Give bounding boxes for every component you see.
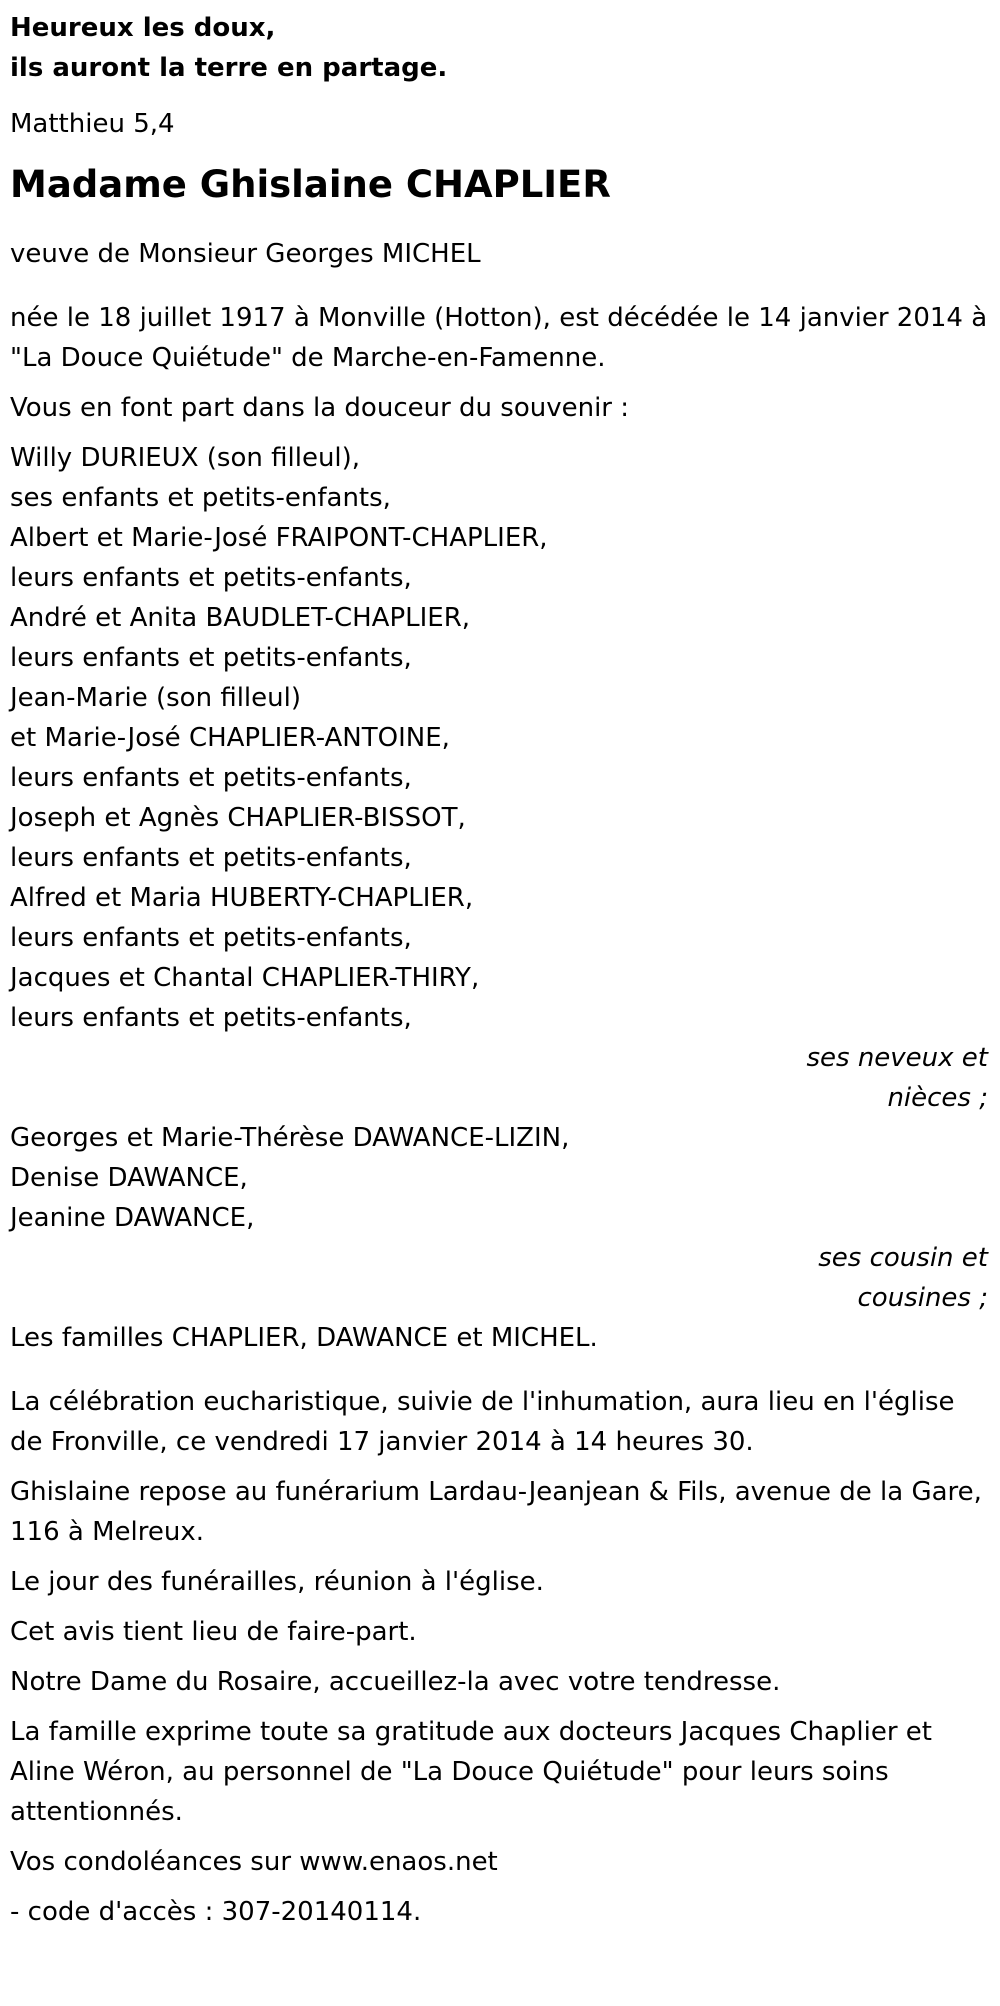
prayer-paragraph	[10, 1662, 990, 1702]
notice-line: Cet avis tient lieu de faire-part.	[10, 1617, 417, 1647]
funerarium-paragraph	[10, 1472, 990, 1552]
family-line: André et Anita BAUDLET-CHAPLIER,	[10, 603, 471, 633]
family-line: leurs enfants et petits-enfants,	[10, 923, 412, 953]
family-line: Jeanine DAWANCE,	[10, 1203, 255, 1233]
condolences-paragraph	[10, 1842, 990, 1882]
family-line: leurs enfants et petits-enfants,	[10, 763, 412, 793]
access-code-line: - code d'accès : 307-20140114.	[10, 1897, 422, 1927]
meeting-line: Le jour des funérailles, réunion à l'église.	[10, 1567, 544, 1597]
verse-line-1: Heureux les doux,	[10, 13, 276, 43]
intro-line: Vous en font part dans la douceur du souvenir :	[10, 393, 630, 423]
verse-line-2: ils auront la terre en partage.	[10, 53, 448, 83]
ceremony-line: La célébration eucharistique, suivie de l'inhumation, aura lieu en l'église	[10, 1387, 955, 1417]
birth-death-line: "La Douce Quiétude" de Marche-en-Famenne.	[10, 343, 606, 373]
family-line: leurs enfants et petits-enfants,	[10, 843, 412, 873]
family-line: Albert et Marie-José FRAIPONT-CHAPLIER,	[10, 523, 548, 553]
meeting-paragraph	[10, 1562, 990, 1602]
prayer-line: Notre Dame du Rosaire, accueillez-la avec votre tendresse.	[10, 1667, 781, 1697]
family-line: leurs enfants et petits-enfants,	[10, 563, 412, 593]
family-group-2	[10, 1118, 990, 1238]
family-line: Alfred et Maria HUBERTY-CHAPLIER,	[10, 883, 474, 913]
birth-death-paragraph	[10, 298, 990, 378]
condolences-line: Vos condoléances sur www.enaos.net	[10, 1847, 498, 1877]
role-line: nièces ;	[887, 1083, 988, 1113]
family-line: Joseph et Agnès CHAPLIER-BISSOT,	[10, 803, 466, 833]
role-line: ses cousin et	[818, 1243, 988, 1273]
birth-death-line: née le 18 juillet 1917 à Monville (Hotton), est décédée le 14 janvier 2014 à	[10, 303, 988, 333]
family-line: Denise DAWANCE,	[10, 1163, 248, 1193]
funerarium-line: Ghislaine repose au funérarium Lardau-Jeanjean & Fils, avenue de la Gare,	[10, 1477, 982, 1507]
family-line: Georges et Marie-Thérèse DAWANCE-LIZIN,	[10, 1123, 570, 1153]
families-line: Les familles CHAPLIER, DAWANCE et MICHEL.	[10, 1323, 598, 1353]
family-line: leurs enfants et petits-enfants,	[10, 643, 412, 673]
family-line: Jacques et Chantal CHAPLIER-THIRY,	[10, 963, 480, 993]
gratitude-line: La famille exprime toute sa gratitude aux docteurs Jacques Chaplier et	[10, 1717, 932, 1747]
family-group-2-role	[10, 1238, 990, 1318]
intro-paragraph	[10, 388, 990, 428]
ceremony-line: de Fronville, ce vendredi 17 janvier 2014 à 14 heures 30.	[10, 1427, 754, 1457]
gratitude-line: attentionnés.	[10, 1797, 183, 1827]
funerarium-line: 116 à Melreux.	[10, 1517, 204, 1547]
family-line: Jean-Marie (son filleul)	[10, 683, 302, 713]
family-line: Willy DURIEUX (son filleul),	[10, 443, 361, 473]
family-line: et Marie-José CHAPLIER-ANTOINE,	[10, 723, 450, 753]
family-group-1-role	[10, 1038, 990, 1118]
ceremony-paragraph	[10, 1382, 990, 1462]
family-line: leurs enfants et petits-enfants,	[10, 1003, 412, 1033]
role-line: ses neveux et	[806, 1043, 988, 1073]
gratitude-line: Aline Wéron, au personnel de "La Douce Quiétude" pour leurs soins	[10, 1757, 889, 1787]
deceased-name: Madame Ghislaine CHAPLIER	[10, 163, 611, 206]
verse-reference: Matthieu 5,4	[10, 109, 175, 139]
gratitude-paragraph	[10, 1712, 990, 1832]
family-line: ses enfants et petits-enfants,	[10, 483, 391, 513]
widow-of: veuve de Monsieur Georges MICHEL	[10, 239, 481, 269]
family-group-1	[10, 438, 990, 1038]
bible-verse	[10, 8, 990, 88]
notice-paragraph	[10, 1612, 990, 1652]
role-line: cousines ;	[857, 1283, 988, 1313]
